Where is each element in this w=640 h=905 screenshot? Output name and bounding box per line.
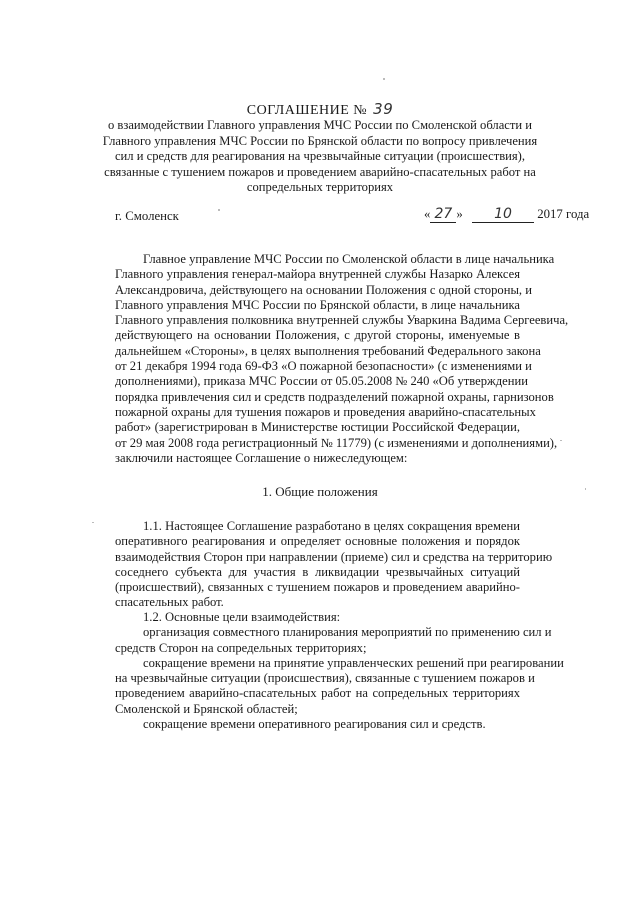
text-line: пожарной охраны для тушения пожаров и проведения аварийно-спасательных bbox=[115, 404, 536, 419]
text-line: соседнего субъекта для участия в ликвидации чрезвычайных ситуаций bbox=[115, 564, 520, 579]
text-line: организация совместного планирования мероприятий по применению сил и bbox=[143, 625, 552, 640]
text-line: сокращение времени на принятие управленческих решений при реагировании bbox=[143, 655, 564, 670]
text-line: на чрезвычайные ситуации (происшествия), связанные с тушением пожаров и bbox=[115, 671, 535, 686]
text-line: проведением аварийно-спасательных работ на сопредельных территориях bbox=[115, 686, 520, 701]
text-line: Александровича, действующего на основании Положения с одной стороны, и bbox=[115, 282, 532, 297]
text-line: взаимодействия Сторон при направлении (приеме) сил и средства на территорию bbox=[115, 549, 553, 564]
subtitle-line: сопредельных территориях bbox=[246, 180, 394, 195]
scan-speck bbox=[218, 209, 220, 211]
date-year: 2017 года bbox=[537, 207, 590, 221]
date-close-quote: » bbox=[456, 207, 463, 221]
section-heading: 1. Общие положения bbox=[262, 484, 378, 499]
text-line: средств Сторон на сопредельных территориях; bbox=[115, 640, 367, 655]
paragraph-1-1 bbox=[115, 519, 553, 611]
text-line: дальнейшем «Стороны», в целях выполнения требований Федерального закона bbox=[115, 343, 541, 358]
text-line: Главного управления генерал-майора внутренней службы Назарко Алексея bbox=[115, 267, 520, 282]
subtitle-line: сил и средств для реагирования на чрезвычайные ситуации (происшествия), bbox=[114, 149, 526, 164]
scan-speck bbox=[585, 488, 586, 490]
date-open-quote: « bbox=[424, 207, 431, 221]
text-line: спасательных работ. bbox=[115, 595, 224, 610]
scan-speck bbox=[560, 440, 562, 441]
agreement-title bbox=[0, 100, 640, 119]
subtitle-line: о взаимодействии Главного управления МЧС России по Смоленской области и bbox=[107, 118, 533, 132]
date-day: 27 bbox=[430, 206, 456, 223]
signing-date bbox=[424, 206, 589, 223]
agreement-number: 39 bbox=[373, 100, 394, 118]
text-line: 1.1. Настоящее Соглашение разработано в целях сокращения времени bbox=[143, 519, 520, 533]
text-line: 1.2. Основные цели взаимодействия: bbox=[143, 610, 341, 624]
text-line: Главного управления МЧС России по Брянской области, в лице начальника bbox=[115, 297, 520, 312]
text-line: сокращение времени оперативного реагирования сил и средств. bbox=[143, 717, 486, 732]
text-line: дополнениями), приказа МЧС России от 05.05.2008 № 240 «Об утверждении bbox=[115, 374, 528, 389]
scan-speck bbox=[92, 522, 94, 523]
scan-speck bbox=[383, 78, 385, 80]
text-line: (происшествий), связанных с тушением пожаров и проведением аварийно- bbox=[115, 580, 520, 595]
title-text: СОГЛАШЕНИЕ № bbox=[246, 103, 368, 118]
text-line: от 21 декабря 1994 года 69-ФЗ «О пожарной безопасности» (с изменениями и bbox=[115, 359, 532, 374]
subtitle-line: связанные с тушением пожаров и проведением аварийно-спасательных работ на bbox=[104, 164, 536, 179]
agreement-subtitle bbox=[0, 118, 640, 196]
signing-place: г. Смоленск bbox=[115, 209, 179, 223]
paragraph-1-2 bbox=[115, 610, 564, 732]
text-line: работ» (зарегистрирован в Министерстве юстиции Российской Федерации, bbox=[115, 420, 520, 435]
date-month: 10 bbox=[472, 206, 534, 223]
text-line: заключили настоящее Соглашение о нижеследующем: bbox=[115, 450, 408, 465]
text-line: оперативного реагирования и определяет основные положения и порядок bbox=[115, 534, 520, 549]
subtitle-line: Главного управления МЧС России по Брянской области по вопросу привлечения bbox=[102, 133, 538, 148]
text-line: Главного управления полковника внутренней службы Уваркина Вадима Сергеевича, bbox=[115, 313, 569, 328]
text-line: порядка привлечения сил и средств подразделений пожарной охраны, гарнизонов bbox=[115, 389, 554, 404]
text-line: Главное управление МЧС России по Смоленской области в лице начальника bbox=[143, 252, 555, 266]
text-line: действующего на основании Положения, с другой стороны, именуемые в bbox=[115, 328, 520, 343]
preamble-paragraph bbox=[115, 252, 569, 466]
text-line: Смоленской и Брянской областей; bbox=[115, 701, 298, 716]
text-line: от 29 мая 2008 года регистрационный № 11779) (с изменениями и дополнениями), bbox=[115, 435, 558, 450]
